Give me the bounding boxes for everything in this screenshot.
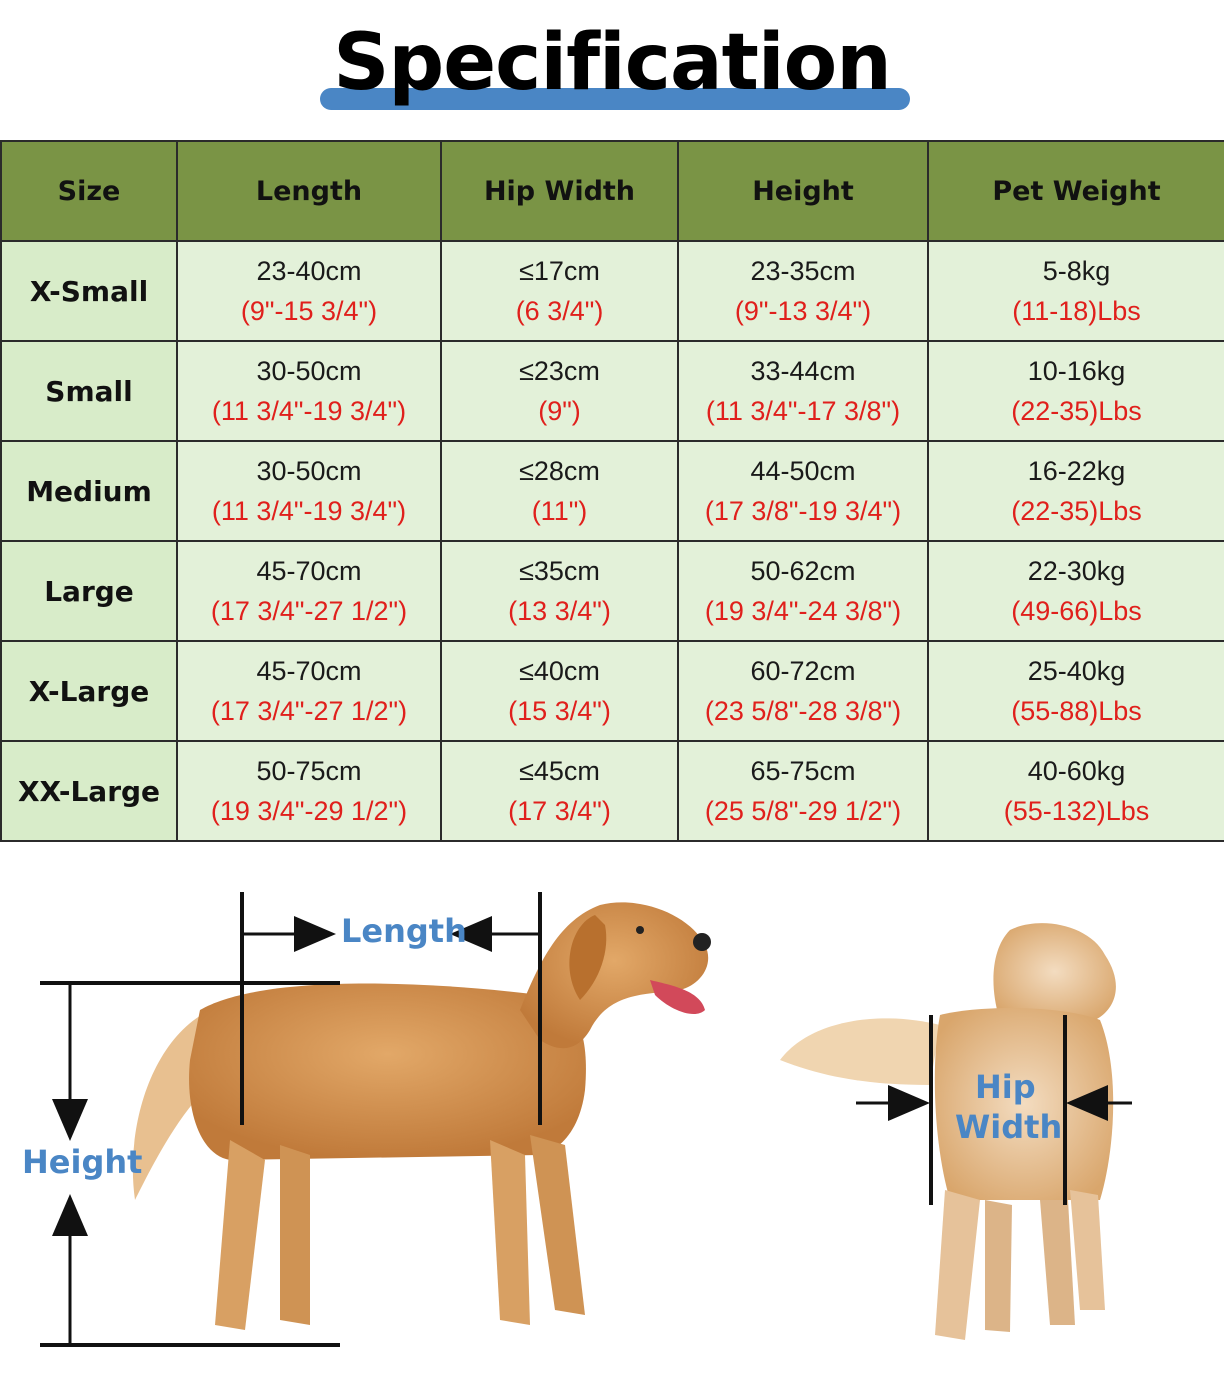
hip-inch: (17 3/4") (508, 796, 611, 826)
hip-cm: ≤28cm (519, 456, 600, 486)
hip-inch: (15 3/4") (508, 696, 611, 726)
hip-cell (441, 541, 678, 641)
page-title: Specification (333, 18, 891, 108)
size-chart-table (0, 140, 1224, 842)
weight-cell (928, 241, 1224, 341)
hip-label-line2: Width (955, 1108, 1063, 1146)
hip-cm: ≤40cm (519, 656, 600, 686)
hip-cm: ≤35cm (519, 556, 600, 586)
header-length: Length (177, 141, 441, 241)
header-size: Size (1, 141, 177, 241)
weight-cell (928, 641, 1224, 741)
height-cm: 60-72cm (750, 656, 856, 686)
hip-inch: (11") (531, 496, 588, 526)
height-cell (678, 241, 928, 341)
hip-inch: (9") (538, 396, 581, 426)
length-cm: 30-50cm (256, 356, 362, 386)
length-cm: 23-40cm (256, 256, 362, 286)
hip-cell (441, 441, 678, 541)
table-row (1, 541, 1224, 641)
length-inch: (11 3/4"-19 3/4") (211, 396, 407, 426)
weight-cell (928, 341, 1224, 441)
height-cm: 33-44cm (750, 356, 856, 386)
hip-label-line1: Hip (975, 1068, 1036, 1106)
weight-lbs: (11-18)Lbs (1012, 296, 1141, 326)
height-inch: (9"-13 3/4") (734, 296, 872, 326)
table-row (1, 241, 1224, 341)
size-cell: XX-Large (1, 741, 177, 841)
length-inch: (17 3/4"-27 1/2") (210, 696, 408, 726)
height-inch: (23 5/8"-28 3/8") (704, 696, 902, 726)
height-cell (678, 641, 928, 741)
length-cell (177, 241, 441, 341)
hip-cm: ≤45cm (519, 756, 600, 786)
height-cell (678, 741, 928, 841)
hip-cell (441, 741, 678, 841)
header-pet-weight: Pet Weight (928, 141, 1224, 241)
height-cm: 23-35cm (750, 256, 856, 286)
height-cm: 50-62cm (750, 556, 856, 586)
table-row (1, 441, 1224, 541)
hip-inch: (13 3/4") (508, 596, 611, 626)
length-inch: (19 3/4"-29 1/2") (210, 796, 408, 826)
height-inch: (19 3/4"-24 3/8") (704, 596, 902, 626)
length-cell (177, 441, 441, 541)
length-inch: (17 3/4"-27 1/2") (210, 596, 408, 626)
height-cm: 44-50cm (750, 456, 856, 486)
length-cell (177, 741, 441, 841)
length-inch: (9"-15 3/4") (240, 296, 378, 326)
measurement-diagram (0, 870, 1224, 1391)
weight-cell (928, 741, 1224, 841)
table-row (1, 341, 1224, 441)
length-cm: 45-70cm (256, 656, 362, 686)
size-cell: Large (1, 541, 177, 641)
title-section (0, 0, 1224, 130)
length-cell (177, 541, 441, 641)
length-cm: 50-75cm (256, 756, 362, 786)
weight-lbs: (55-88)Lbs (1011, 696, 1142, 726)
header-height: Height (678, 141, 928, 241)
weight-lbs: (49-66)Lbs (1011, 596, 1142, 626)
size-cell: X-Large (1, 641, 177, 741)
weight-cell (928, 541, 1224, 641)
size-cell: X-Small (1, 241, 177, 341)
table-header-row (1, 141, 1224, 241)
hip-cell (441, 641, 678, 741)
height-inch: (11 3/4"-17 3/8") (705, 396, 901, 426)
size-cell: Small (1, 341, 177, 441)
hip-cm: ≤23cm (519, 356, 600, 386)
length-cm: 30-50cm (256, 456, 362, 486)
hip-cell (441, 241, 678, 341)
header-hip-width: Hip Width (441, 141, 678, 241)
height-inch: (25 5/8"-29 1/2") (704, 796, 902, 826)
hip-cell (441, 341, 678, 441)
weight-kg: 40-60kg (1027, 756, 1126, 786)
height-cell (678, 541, 928, 641)
length-label: Length (341, 912, 467, 950)
height-cell (678, 341, 928, 441)
length-inch: (11 3/4"-19 3/4") (211, 496, 407, 526)
table-row (1, 741, 1224, 841)
weight-lbs: (22-35)Lbs (1011, 496, 1142, 526)
length-cm: 45-70cm (256, 556, 362, 586)
weight-kg: 25-40kg (1027, 656, 1126, 686)
weight-kg: 22-30kg (1027, 556, 1126, 586)
table-row (1, 641, 1224, 741)
weight-cell (928, 441, 1224, 541)
length-cell (177, 641, 441, 741)
size-cell: Medium (1, 441, 177, 541)
length-cell (177, 341, 441, 441)
weight-lbs: (22-35)Lbs (1011, 396, 1142, 426)
hip-inch: (6 3/4") (515, 296, 604, 326)
height-label: Height (22, 1143, 143, 1181)
weight-kg: 5-8kg (1042, 256, 1111, 286)
height-cell (678, 441, 928, 541)
hip-cm: ≤17cm (519, 256, 600, 286)
height-cm: 65-75cm (750, 756, 856, 786)
weight-lbs: (55-132)Lbs (1003, 796, 1150, 826)
weight-kg: 16-22kg (1027, 456, 1126, 486)
dog-side-view-illustration (133, 902, 711, 1330)
height-inch: (17 3/8"-19 3/4") (704, 496, 902, 526)
weight-kg: 10-16kg (1027, 356, 1126, 386)
